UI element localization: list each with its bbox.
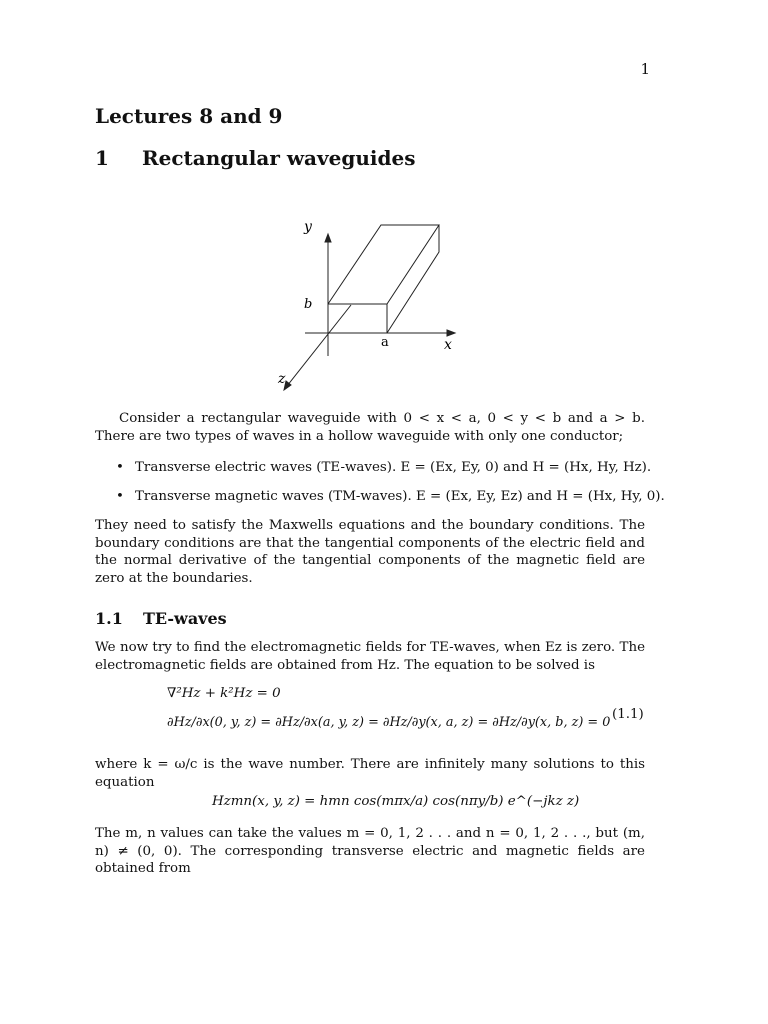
z-axis (287, 305, 351, 386)
equation-boundary: ∂Hz/∂x(0, y, z) = ∂Hz/∂x(a, y, z) = ∂Hz/∂y(x, a, z) = ∂Hz/∂y(x, b, z) = 0 (167, 715, 611, 730)
waveguide-top-face (328, 225, 439, 304)
bullet-tm (116, 488, 665, 505)
bullet-te (116, 459, 661, 476)
page-number: 1 (640, 60, 650, 78)
y-axis-arrow (325, 234, 331, 242)
final-paragraph: The m, n values can take the values m = 0, 1, 2 . . . and n = 0, 1, 2 . . ., but (m, n) ≠ (0, 0). The corresponding transverse electric and magnetic fields are obtained from (95, 826, 645, 877)
figure-label-z: z (278, 371, 286, 387)
waveguide-figure (270, 210, 470, 395)
waveguide-side-face (387, 225, 439, 333)
subsection-title: TE-waves (143, 609, 227, 628)
bullet-tm-text: Transverse magnetic waves (TM-waves). E = (Ex, Ey, Ez) and H = (Hx, Hy, 0). (135, 489, 665, 504)
figure-label-x: x (444, 337, 452, 353)
section-number: 1 (95, 146, 109, 170)
intro-paragraph: Consider a rectangular waveguide with 0 < x < a, 0 < y < b and a > b. There are two types of waves in a hollow waveguide with only one conductor; (95, 411, 645, 444)
equation-helmholtz: ∇²Hz + k²Hz = 0 (167, 686, 281, 701)
maxwell-paragraph: They need to satisfy the Maxwells equations and the boundary conditions. The boundary conditions are that the tangential components of the electric field and the normal derivative of the tangential components of the magnetic field are zero at the boundaries. (95, 518, 645, 586)
figure-label-y: y (304, 219, 312, 235)
bullet-marker: • (116, 489, 124, 504)
solution-equation: Hzmn(x, y, z) = hmn cos(mπx/a) cos(nπy/b) e^(−jkz z) (212, 794, 580, 809)
bullet-marker: • (116, 460, 124, 475)
figure-label-a: a (381, 335, 389, 350)
waveguide-front-face (328, 304, 387, 333)
wave-paragraph: where k = ω/c is the wave number. There are infinitely many solutions to this equation (95, 757, 645, 790)
section-heading (95, 146, 415, 170)
bullet-te-text: Transverse electric waves (TE-waves). E = (Ex, Ey, 0) and H = (Hx, Hy, Hz). (135, 460, 652, 475)
subsection-number: 1.1 (95, 609, 123, 628)
figure-label-b: b (304, 297, 313, 312)
lecture-title: Lectures 8 and 9 (95, 104, 283, 128)
x-axis-arrow (447, 330, 455, 336)
section-title: Rectangular waveguides (142, 146, 416, 170)
te-paragraph: We now try to find the electromagnetic fields for TE-waves, when Ez is zero. The electromagnetic fields are obtained from Hz. The equation to be solved is (95, 640, 645, 673)
equation-number: (1.1) (612, 707, 644, 722)
subsection-heading (95, 609, 227, 628)
